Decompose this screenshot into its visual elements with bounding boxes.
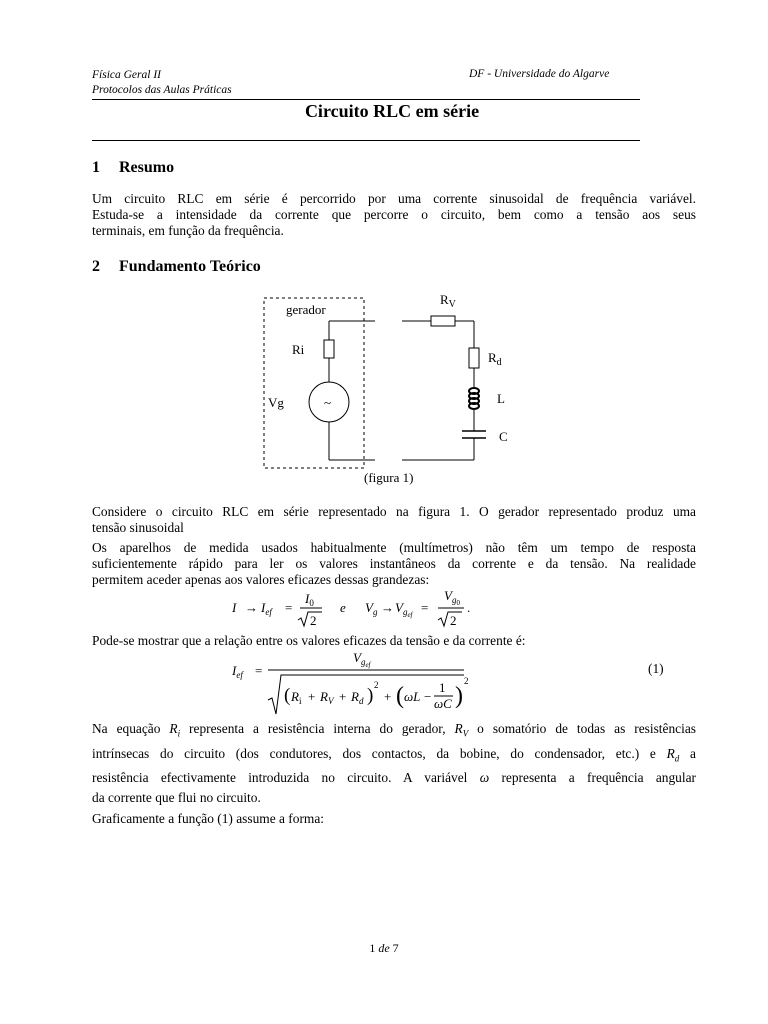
page-of: de	[378, 941, 390, 955]
text-span: representa a frequência angular	[489, 770, 696, 786]
internal-resistor-ri	[324, 340, 334, 358]
eq-one: 1	[439, 680, 446, 695]
eq-vg0-subsub: 0	[456, 599, 460, 607]
text-span: resistência efectivamente introduzida no circuito. A variável	[92, 770, 480, 786]
eq-rv-sub: V	[327, 696, 334, 706]
eq-lhs-sub: ef	[236, 670, 243, 680]
eq-rv-letter: R	[320, 689, 328, 704]
section-1-heading	[92, 159, 174, 177]
resistor-rv	[431, 316, 455, 326]
eq-i0	[304, 591, 314, 608]
section-title: Fundamento Teórico	[119, 258, 261, 275]
eq-rd-letter: R	[351, 689, 359, 704]
resistor-rd	[469, 348, 479, 368]
minus-symbol: −	[424, 689, 432, 704]
symbol-sub: d	[674, 753, 680, 764]
rv-label	[440, 292, 457, 310]
eq-rv	[319, 689, 335, 706]
eq-vg-letter: V	[365, 600, 373, 615]
text-line: permitem aceder apenas aos valores eficazes dessas grandezas:	[92, 572, 430, 587]
eq-num-letter: V	[353, 650, 361, 665]
section-2-heading	[92, 258, 261, 276]
page-number	[0, 941, 768, 956]
generator-label: gerador	[286, 302, 326, 317]
text-line: terminais, em função da frequência.	[92, 223, 284, 238]
total-pages: 7	[392, 941, 399, 955]
paren-close-large: )	[455, 683, 463, 709]
eq-vgef	[395, 600, 414, 619]
text-line: tensão sinusoidal	[92, 520, 184, 535]
equals-symbol: =	[285, 600, 293, 615]
header-rule	[92, 99, 640, 100]
eq-vg	[365, 600, 378, 617]
ri-label: Ri	[292, 342, 305, 357]
summary-paragraph	[92, 191, 696, 239]
arrow-symbol: →	[381, 600, 394, 615]
eq-ri-sub: i	[298, 696, 302, 706]
text-line: Os aparelhos de medida usados habitualmente (multímetros) não têm um tempo de resposta	[92, 540, 696, 555]
institution-name: DF - Universidade do Algarve	[469, 68, 610, 80]
text-span: Na equação	[92, 721, 170, 736]
paragraph-measurement	[92, 540, 696, 588]
tilde-symbol: ~	[324, 395, 332, 410]
eq-vg-sub: g	[372, 607, 378, 617]
equals-symbol: =	[255, 663, 263, 678]
eq-vgef-letter: V	[395, 600, 403, 615]
paragraph-graph-intro	[92, 811, 696, 827]
page-title: Circuito RLC em série	[304, 101, 480, 121]
plus-symbol: +	[308, 689, 316, 704]
eq-vg0-sub: g	[451, 595, 457, 605]
eq-lhs	[231, 663, 244, 680]
text-line: Pode-se mostrar que a relação entre os valores eficazes da tensão e da corrente é:	[92, 633, 526, 648]
symbol-r: R	[169, 721, 178, 736]
symbol-omega: ω	[479, 770, 490, 786]
text-line: Graficamente a função (1) assume a forma:	[92, 811, 324, 826]
period: .	[467, 600, 471, 615]
text-line: suficientemente rápido para ler os valores instantâneos da corrente e da tensão. Na realidade	[92, 556, 696, 571]
eq-numerator	[353, 650, 372, 669]
eq-i0-letter: I	[305, 591, 310, 606]
section-number: 2	[92, 258, 100, 275]
text-span: representa a resistência interna do gerador,	[180, 721, 455, 736]
text-line: Um circuito RLC em série é percorrido por uma corrente sinusoidal de frequência variável.	[92, 191, 696, 206]
symbol-r: R	[454, 721, 463, 736]
document-subtitle: Protocolos das Aulas Práticas	[92, 84, 232, 96]
rv-subscript: V	[448, 299, 456, 310]
text-span: o somatório de todas as resistências	[468, 721, 696, 736]
rv-letter: R	[440, 292, 449, 307]
eq-ief-letter: I	[261, 600, 266, 615]
text-line: Estuda-se a intensidade da corrente que percorre o circuito, bem como a tensão aos seus	[92, 207, 696, 222]
eq-ri	[290, 689, 302, 706]
eq-power: 2	[374, 680, 379, 690]
current-page: 1	[369, 941, 376, 955]
eq-num-sub: g	[360, 657, 366, 667]
course-name: Física Geral II	[92, 69, 161, 81]
rlc-circuit-figure	[255, 288, 515, 488]
inductor-l	[469, 388, 479, 409]
text-span: intrínsecas do circuito (dos condutores, dos contactos, da bobine, do condensador, etc.) e	[92, 745, 667, 761]
eq-sqrt2: 2	[450, 613, 457, 628]
paren-open: (	[284, 685, 291, 706]
eq-vg0	[444, 588, 460, 607]
eq-rd-sub: d	[358, 696, 364, 706]
generator-dashed-box	[264, 298, 364, 468]
eq-ri-letter: R	[291, 689, 299, 704]
text-line: Considere o circuito RLC em série representado na figura 1. O gerador representado produz uma	[92, 504, 696, 519]
rd-label	[488, 350, 502, 368]
arrow-symbol: →	[245, 600, 258, 615]
symbol-r: R	[666, 745, 675, 761]
eq-omega-l: ωL	[404, 689, 421, 704]
eq-i0-sub: 0	[309, 598, 314, 608]
equation-number: (1)	[648, 661, 664, 676]
l-label: L	[497, 391, 505, 406]
section-title: Resumo	[119, 159, 175, 176]
eq-omega-c: ωC	[434, 696, 452, 711]
figure-caption: (figura 1)	[364, 470, 414, 485]
text-line: da corrente que flui no circuito.	[92, 790, 261, 806]
eq-ief-sub: ef	[265, 607, 272, 617]
eq-vgef-sub: g	[402, 607, 408, 617]
section-number: 1	[92, 159, 100, 176]
rd-letter: R	[488, 350, 497, 365]
paragraph-relation	[92, 633, 696, 649]
equals-symbol: =	[421, 600, 429, 615]
paragraph-circuit-description	[92, 504, 696, 536]
impedance-equation	[228, 648, 478, 716]
eq-num-subsub: ef	[365, 661, 371, 669]
eq-ief	[260, 600, 273, 617]
rms-equation	[228, 588, 478, 630]
plus-symbol: +	[339, 689, 347, 704]
text-span: a	[679, 745, 696, 761]
text-line	[92, 744, 696, 769]
vg-label: Vg	[268, 395, 284, 410]
c-label: C	[499, 429, 508, 444]
eq-conjunction: e	[340, 600, 346, 615]
eq-vg0-letter: V	[444, 588, 452, 603]
eq-sqrt2: 2	[310, 613, 317, 628]
text-line	[92, 768, 696, 788]
title-rule	[92, 140, 640, 141]
rd-subscript: d	[496, 357, 502, 368]
paren-open-large: (	[396, 683, 404, 709]
eq-i: I	[232, 600, 237, 615]
symbol-sub: V	[462, 728, 469, 739]
eq-lhs-letter: I	[232, 663, 237, 678]
eq-vgef-subsub: ef	[407, 611, 413, 619]
text-line	[92, 719, 696, 744]
eq-power: 2	[464, 676, 469, 686]
eq-rd	[350, 689, 364, 706]
paren-close: )	[367, 685, 374, 706]
paragraph-equation-explanation	[92, 719, 696, 808]
symbol-sub: i	[177, 728, 181, 739]
plus-symbol: +	[384, 689, 392, 704]
running-header-left	[92, 68, 232, 98]
